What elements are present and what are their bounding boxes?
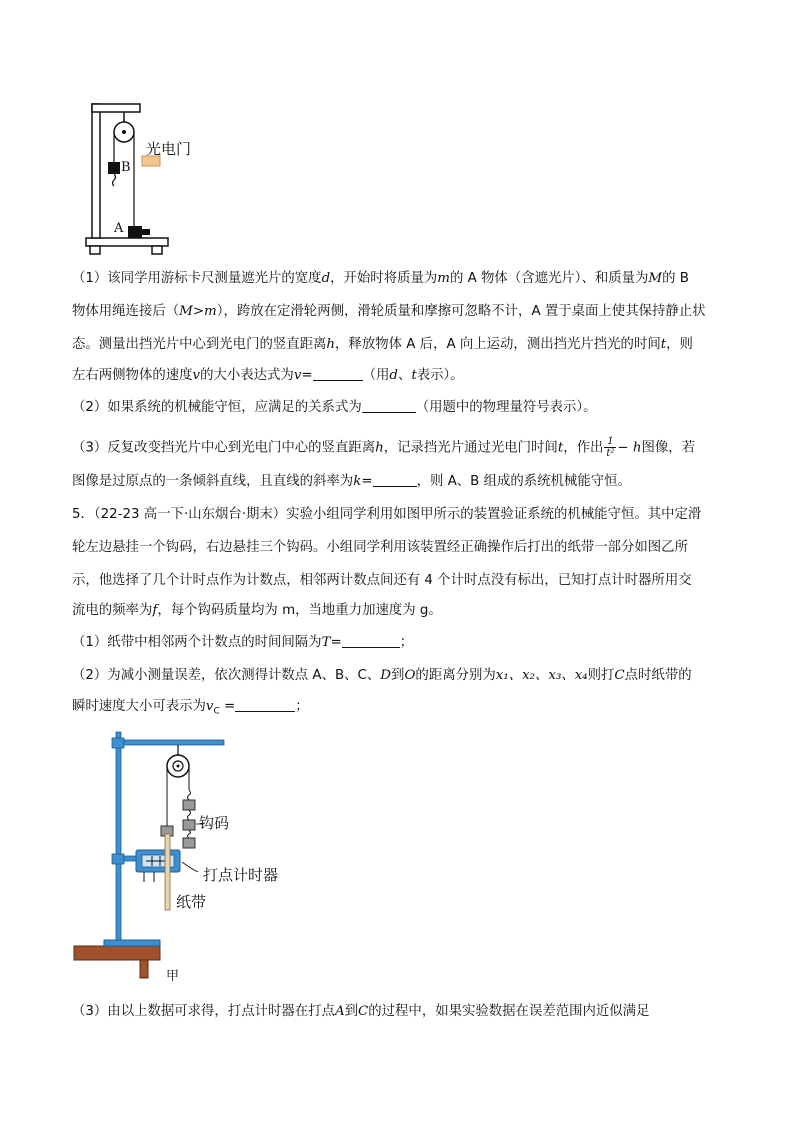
q5-stem-line4: 流电的频率为f，每个钩码质量均为 m，当地重力加速度为 g。 bbox=[72, 603, 442, 618]
fraction-one-over-t-squared: $\frac{1}{\text{t²}}$ bbox=[606, 436, 615, 459]
q5-part1: （1）纸带中相邻两个计数点的时间间隔为T= ； bbox=[72, 635, 414, 650]
answer-blank-velocity-c[interactable] bbox=[235, 697, 295, 712]
answer-blank-period[interactable] bbox=[342, 633, 400, 648]
q5-stem-line2: 轮左边悬挂一个钩码，右边悬挂三个钩码。小组同学利用该装置经正确操作后打出的纸带一部分如图乙所 bbox=[72, 540, 688, 555]
answer-blank-energy-relation[interactable] bbox=[362, 398, 416, 413]
q4-part2: （2）如果系统的机械能守恒，应满足的关系式为 （用题中的物理量符号表示）。 bbox=[72, 400, 597, 415]
q4-part3-line1: （3）反复改变挡光片中心到光电门中心的竖直距离h，记录挡光片通过光电门时间t，作出 $\frac{1}{\text{t²}}$ − h图像，若 bbox=[72, 436, 696, 459]
q5-stem-line1: 5．（22-23 高一下·山东烟台·期末）实验小组同学利用如图甲所示的装置验证系统的机械能守恒。其中定滑 bbox=[72, 507, 702, 522]
answer-blank-velocity[interactable] bbox=[313, 366, 363, 381]
weights-label: 钩码 bbox=[199, 814, 230, 832]
pulley-photogate-diagram bbox=[84, 98, 214, 258]
photogate-label: 光电门 bbox=[146, 140, 192, 158]
q4-part3-line2: 图像是过原点的一条倾斜直线，且直线的斜率为k= ，则 A、B 组成的系统机械能守恒。 bbox=[72, 474, 631, 489]
answer-blank-slope[interactable] bbox=[373, 472, 417, 487]
q5-stem-line3: 示，他选择了几个计时点作为计数点，相邻两计数点间还有 4 个计时点没有标出，已知打点计时器所用交 bbox=[72, 573, 692, 588]
q4-part1-line3: 态。测量出挡光片中心到光电门的竖直距离h，释放物体 A 后，A 向上运动，测出挡光片挡光的时间t，则 bbox=[72, 337, 693, 352]
figure-jia-label: 甲 bbox=[166, 969, 180, 984]
q5-part2-line2: 瞬时速度大小可表示为$v_C$ = ； bbox=[72, 699, 309, 717]
tape-label: 纸带 bbox=[176, 893, 207, 911]
q4-part1-line1: （1）该同学用游标卡尺测量遮光片的宽度d，开始时将质量为m的 A 物体（含遮光片）、和质量为M的 B bbox=[72, 271, 689, 286]
q4-part1-line2: 物体用绳连接后（M>m），跨放在定滑轮两侧，滑轮质量和摩擦可忽略不计，A 置于桌面上使其保持静止状 bbox=[72, 304, 706, 319]
block-b-label: B bbox=[121, 160, 131, 175]
block-a-label: A bbox=[114, 221, 124, 236]
q5-part3: （3）由以上数据可求得，打点计时器在打点A到C的过程中，如果实验数据在误差范围内近似满足 bbox=[72, 1004, 650, 1019]
q5-part2-line1: （2）为减小测量误差，依次测得计数点 A、B、C、D到O的距离分别为x₁、x₂、x₃、x₄则打C点时纸带的 bbox=[72, 668, 692, 683]
atwood-machine-diagram bbox=[70, 728, 270, 990]
timer-label: 打点计时器 bbox=[203, 866, 279, 884]
q4-part1-line4: 左右两侧物体的速度v的大小表达式为v= （用d、t表示）。 bbox=[72, 368, 464, 383]
